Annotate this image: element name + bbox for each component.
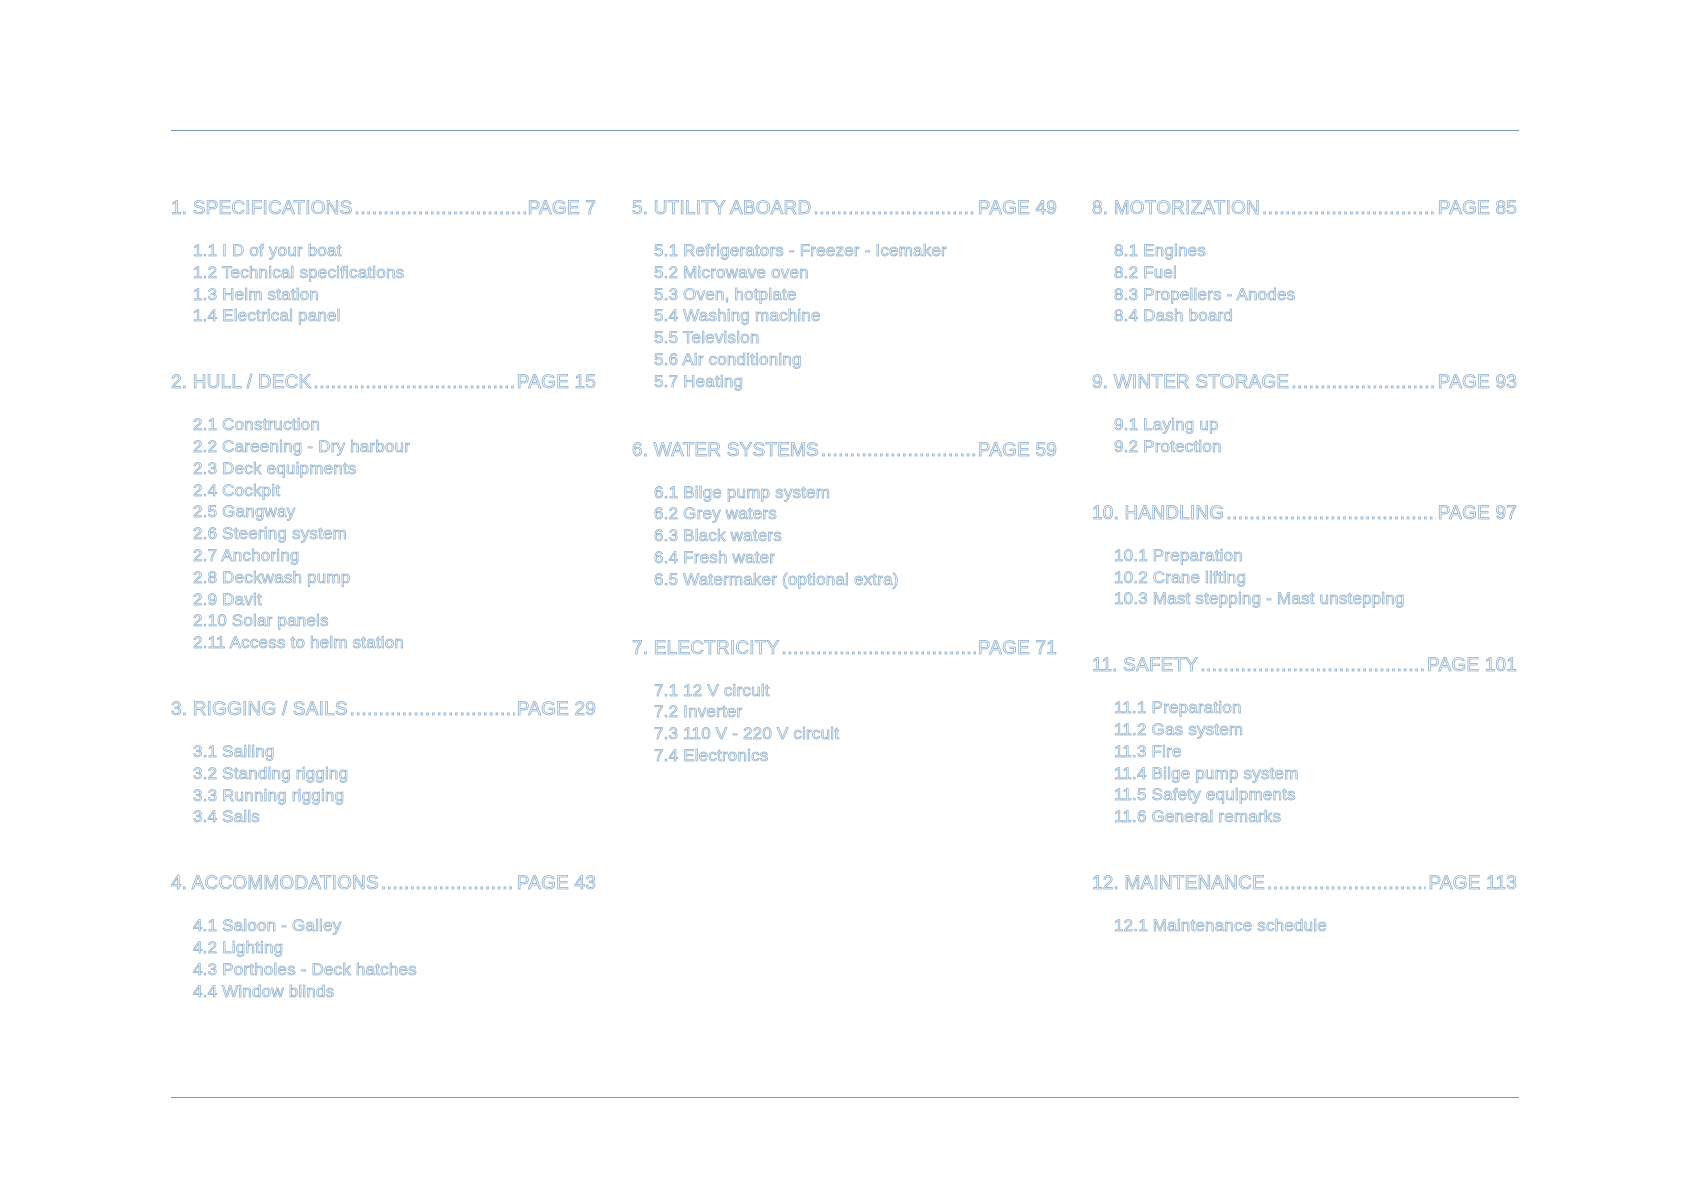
subsection-item[interactable]: 9.1 Laying up [1114,415,1219,435]
dot-leader [1200,655,1425,677]
subsection-list [654,240,1057,393]
section-heading[interactable] [632,638,1057,660]
subsection-item[interactable]: 1.4 Electrical panel [193,306,341,326]
section-title: 9. WINTER STORAGE [1092,372,1290,394]
subsection-item[interactable]: 11.4 Bilge pump system [1114,763,1299,783]
dot-leader [821,440,976,462]
dot-leader [313,372,514,394]
toc-section [632,638,1057,767]
section-heading[interactable] [171,198,596,220]
subsection-item[interactable]: 5.5 Television [654,328,760,348]
subsection-item[interactable]: 4.2 Lighting [193,937,284,957]
section-title: 12. MAINTENANCE [1092,872,1265,894]
toc-section [1092,372,1517,458]
subsection-list [193,741,596,828]
section-title: 10. HANDLING [1092,502,1225,524]
toc-section [1092,873,1517,937]
subsection-item[interactable]: 10.3 Mast stepping - Mast unstepping [1114,589,1405,609]
subsection-item[interactable]: 4.4 Window blinds [193,981,335,1001]
subsection-item[interactable]: 11.3 Fire [1114,741,1182,761]
subsection-item[interactable]: 5.3 Oven, hotplate [654,284,797,304]
subsection-item[interactable]: 1.1 I D of your boat [193,241,342,260]
section-heading[interactable] [1092,503,1517,525]
dot-leader [350,699,515,721]
toc-section [171,873,596,1002]
section-title: 5. UTILITY ABOARD [632,198,812,219]
dot-leader [1262,198,1436,220]
dot-leader [1291,372,1436,394]
subsection-item[interactable]: 10.1 Preparation [1114,545,1243,565]
section-title: 7. ELECTRICITY [632,637,780,659]
section-page-number: PAGE 85 [1437,198,1517,219]
subsection-item[interactable]: 10.2 Crane lifting [1114,567,1247,587]
section-title: 11. SAFETY [1092,655,1199,677]
subsection-item[interactable]: 3.2 Standing rigging [193,763,349,783]
subsection-item[interactable]: 2.5 Gangway [193,502,296,522]
subsection-list [1114,414,1517,458]
subsection-list [1114,545,1517,610]
subsection-item[interactable]: 12.1 Maintenance schedule [1114,915,1327,935]
section-page-number: PAGE 71 [977,637,1057,659]
subsection-item[interactable]: 5.4 Washing machine [654,306,821,326]
subsection-item[interactable]: 5.2 Microwave oven [654,262,809,282]
subsection-item[interactable]: 6.2 Grey waters [654,504,777,524]
toc-section [171,198,596,327]
subsection-item[interactable]: 1.2 Technical specifications [193,262,405,282]
subsection-item[interactable]: 8.2 Fuel [1114,262,1178,282]
subsection-item[interactable]: 2.1 Construction [193,415,320,435]
section-heading[interactable] [1092,655,1517,677]
section-heading[interactable] [1092,198,1517,220]
section-title: 6. WATER SYSTEMS [632,439,819,461]
subsection-list [654,680,1057,767]
section-title: 4. ACCOMMODATIONS [171,873,379,895]
subsection-item[interactable]: 2.7 Anchoring [193,545,300,565]
toc-column-1 [171,198,596,1002]
subsection-item[interactable]: 6.3 Black waters [654,526,782,546]
section-page-number: PAGE 93 [1437,372,1517,394]
dot-leader [1226,503,1436,525]
subsection-item[interactable]: 9.2 Protection [1114,436,1222,456]
subsection-item[interactable]: 2.9 Davit [193,589,262,609]
subsection-item[interactable]: 5.7 Heating [654,371,744,391]
dot-leader [354,198,525,220]
subsection-item[interactable]: 4.3 Portholes - Deck hatches [193,959,417,979]
subsection-list [654,482,1057,591]
toc-section [632,198,1057,393]
subsection-list [193,915,596,1002]
toc-section [632,440,1057,591]
subsection-list [1114,915,1517,937]
subsection-item[interactable]: 2.3 Deck equipments [193,458,357,478]
subsection-item[interactable]: 2.8 Deckwash pump [193,567,351,587]
toc-section [171,699,596,828]
section-page-number: PAGE 43 [516,873,596,895]
subsection-item[interactable]: 5.1 Refrigerators - Freezer - Icemaker [654,241,947,260]
subsection-item[interactable]: 7.3 110 V - 220 V circuit [654,724,840,744]
subsection-item[interactable]: 4.1 Saloon - Galley [193,916,342,936]
section-heading[interactable] [171,873,596,895]
section-heading[interactable] [171,699,596,721]
subsection-item[interactable]: 7.4 Electronics [654,745,769,765]
subsection-item[interactable]: 2.4 Cockpit [193,480,281,500]
section-title: 8. MOTORIZATION [1092,198,1261,219]
subsection-item[interactable]: 8.3 Propellers - Anodes [1114,284,1296,304]
subsection-item[interactable]: 11.1 Preparation [1114,698,1242,718]
section-heading[interactable] [171,372,596,394]
toc-section [171,372,596,654]
dot-leader [813,198,975,220]
section-heading[interactable] [632,198,1057,220]
section-heading[interactable] [632,440,1057,462]
subsection-item[interactable]: 7.2 Inverter [654,702,743,722]
section-page-number: PAGE 97 [1437,502,1517,524]
section-page-number: PAGE 101 [1427,655,1517,677]
section-heading[interactable] [1092,372,1517,394]
section-page-number: PAGE 113 [1428,872,1517,894]
section-title: 1. SPECIFICATIONS [171,198,353,219]
toc-column-2 [632,198,1057,767]
subsection-item[interactable]: 11.6 General remarks [1114,807,1282,827]
subsection-item[interactable]: 2.6 Steering system [193,524,348,544]
section-page-number: PAGE 59 [977,439,1057,461]
subsection-item[interactable]: 1.3 Helm station [193,284,320,304]
subsection-list [1114,240,1517,327]
bottom-divider [171,1097,1519,1098]
subsection-item[interactable]: 11.5 Safety equipments [1114,785,1296,805]
subsection-item[interactable]: 6.4 Fresh water [654,547,776,567]
subsection-list [193,414,596,654]
top-divider [171,130,1519,131]
subsection-item[interactable]: 2.2 Careening - Dry harbour [193,436,411,456]
subsection-item[interactable]: 11.2 Gas system [1114,719,1244,739]
toc-column-3 [1092,198,1517,937]
section-title: 3. RIGGING / SAILS [171,698,348,720]
section-page-number: PAGE 7 [527,198,596,219]
subsection-item[interactable]: 8.1 Engines [1114,241,1206,260]
section-page-number: PAGE 29 [516,698,596,720]
toc-section [1092,655,1517,828]
subsection-list [1114,697,1517,828]
subsection-item[interactable]: 2.10 Solar panels [193,611,329,631]
subsection-item[interactable]: 3.3 Running rigging [193,785,345,805]
dot-leader [381,873,515,895]
subsection-item[interactable]: 2.11 Access to helm station [193,633,405,653]
toc-section [1092,503,1517,610]
subsection-item[interactable]: 6.1 Bilge pump system [654,482,831,502]
section-page-number: PAGE 49 [977,198,1057,219]
section-page-number: PAGE 15 [516,372,596,394]
dot-leader [781,638,975,660]
subsection-item[interactable]: 8.4 Dash board [1114,306,1234,326]
subsection-item[interactable]: 7.1 12 V circuit [654,680,770,700]
subsection-item[interactable]: 3.1 Sailing [193,741,275,761]
subsection-item[interactable]: 6.5 Watermaker (optional extra) [654,569,899,589]
subsection-item[interactable]: 5.6 Air conditioning [654,349,802,369]
subsection-list [193,240,596,327]
toc-section [1092,198,1517,327]
section-title: 2. HULL / DECK [171,372,312,394]
subsection-item[interactable]: 3.4 Sails [193,807,261,827]
dot-leader [1267,873,1426,895]
section-heading[interactable] [1092,873,1517,895]
